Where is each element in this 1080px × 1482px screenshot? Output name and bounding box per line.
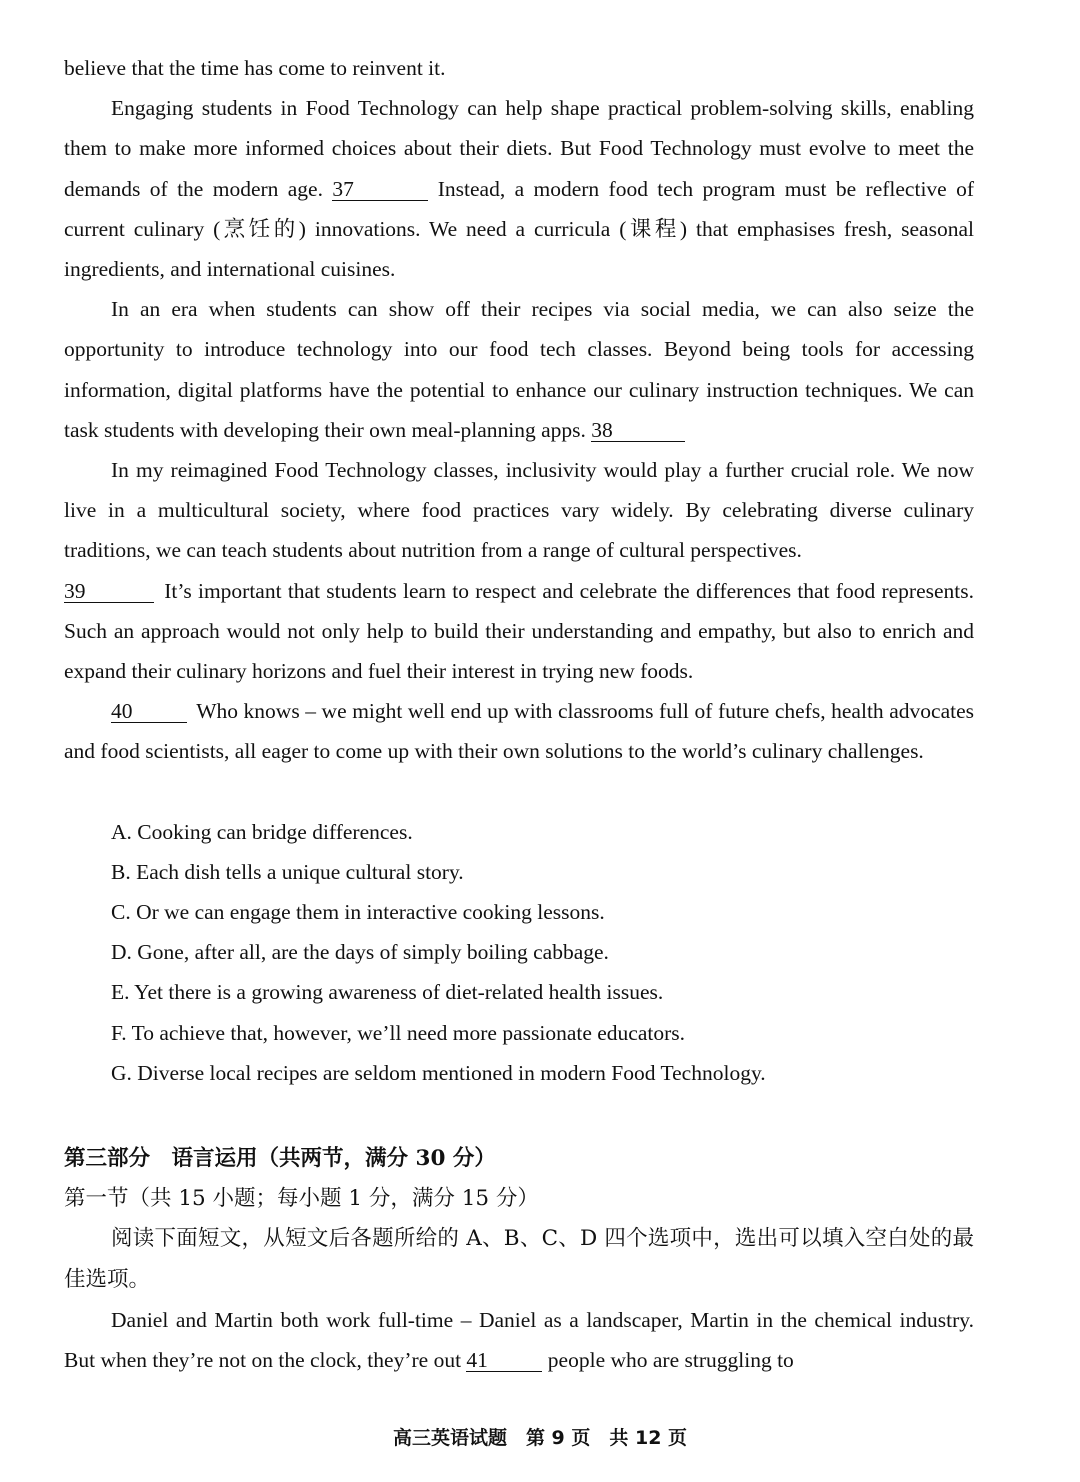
option-a: A. Cooking can bridge differences. <box>111 819 413 844</box>
paragraph-5 <box>64 691 974 771</box>
blank-38: 38 <box>591 419 685 442</box>
part-three-heading: 第三部分 语言运用（共两节，满分 30 分） <box>64 1146 496 1172</box>
option-e: E. Yet there is a growing awareness of diet-related health issues. <box>111 980 664 1005</box>
paragraph-3: In my reimagined Food Technology classes, inclusivity would play a further crucial role. We now live in a multicultural society, where food practices vary widely. By celebrating diverse culinary traditions, we can teach students about nutrition from a range of cultural perspectives. <box>64 458 974 563</box>
paragraph-5-text: Who knows – we might well end up with classrooms full of future chefs, health advocates and food scientists, all eager to come up with their own solutions to the world’s culinary challenges. <box>64 699 974 764</box>
blank-40: 40 <box>111 700 187 723</box>
cloze-text-b: people who are struggling to <box>547 1348 794 1373</box>
option-c: C. Or we can engage them in interactive cooking lessons. <box>111 900 605 925</box>
paragraph-1 <box>64 88 974 289</box>
option-b: B. Each dish tells a unique cultural story. <box>111 859 464 884</box>
paragraph-2-text: In an era when students can show off their recipes via social media, we can also seize the opportunity to introduce technology into our food tech classes. Beyond being tools for accessing information, digital platforms have the potential to enhance our culinary instruction techniques. We can task students with developing their own meal-planning apps. <box>64 297 974 442</box>
page-footer: 高三英语试题 第 9 页 共 12 页 <box>392 1427 688 1449</box>
cloze-paragraph <box>64 1300 974 1380</box>
paragraph-4-text: It’s important that students learn to respect and celebrate the differences that food represents. Such an approach would not only help to build their understanding and empathy, but also to enrich and expand their culinary horizons and fuel their interest in trying new foods. <box>64 578 974 684</box>
blank-37: 37 <box>332 178 428 201</box>
option-d: D. Gone, after all, are the days of simply boiling cabbage. <box>111 940 609 965</box>
paragraph-1-text-a: Engaging students in Food Technology can help shape practical problem-solving skills, enabling them to make more informed choices about their diets. But Food Technology must evolve to meet the demands of the modern age. <box>64 96 974 201</box>
paragraph-0: believe that the time has come to reinvent it. <box>64 56 446 80</box>
blank-39: 39 <box>64 580 154 603</box>
cloze-text-a: Daniel and Martin both work full-time – Daniel as a landscaper, Martin in the chemical industry. But when they’re not on the clock, they’re out <box>64 1307 974 1373</box>
paragraph-2 <box>64 289 974 450</box>
paragraph-4 <box>64 571 974 692</box>
option-f: F. To achieve that, however, we’ll need more passionate educators. <box>111 1020 686 1045</box>
section-instruction: 阅读下面短文，从短文后各题所给的 A、B、C、D 四个选项中，选出可以填入空白处的最佳选项。 <box>64 1226 974 1292</box>
section-one-heading: 第一节（共 15 小题；每小题 1 分，满分 15 分） <box>64 1186 539 1212</box>
part-three <box>64 1139 974 1380</box>
document-page <box>64 48 974 1380</box>
answer-options <box>64 812 974 1093</box>
option-g: G. Diverse local recipes are seldom mentioned in modern Food Technology. <box>111 1060 766 1085</box>
blank-41: 41 <box>466 1349 542 1372</box>
paragraph-1-text-b: Instead, a modern food tech program must be reflective of current culinary (烹饪的) innovations. We need a curricula (课程) that emphasises fresh, seasonal ingredients, and international cuisines. <box>64 176 974 282</box>
